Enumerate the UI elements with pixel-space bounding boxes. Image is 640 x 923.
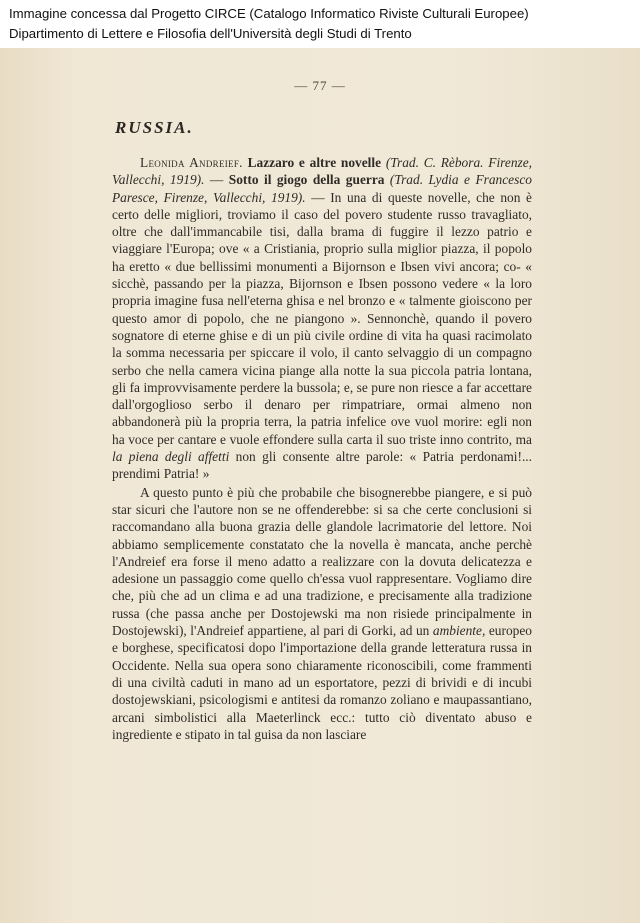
paragraph-1-italic: la piena degli affetti — [112, 449, 230, 465]
banner-line-1: Immagine concessa dal Progetto CIRCE (Catalogo Informatico Riviste Culturali Europee) — [9, 6, 529, 21]
book-title-2: Sotto il giogo della guerra — [228, 172, 385, 188]
separator: — — [204, 172, 229, 188]
page-number: — 77 — — [294, 78, 346, 93]
publication-info-1: (Trad. C. Rèbora. Firenze, Vallecchi, 1919). — [112, 155, 533, 188]
paragraph-2-italic: ambiente, — [432, 623, 486, 639]
article-body — [112, 154, 532, 743]
paragraph-1-text-b: non gli consente altre parole: « Patria perdonami!... prendimi Patria! » — [112, 449, 532, 482]
source-banner — [0, 0, 640, 48]
paragraph-2-text-a: A questo punto è più che probabile che bisognerebbe piangere, e si può star sicuri che l'autore non se ne offenderebbe: si sa che certe conclusioni si raccomandano alla buona grazia delle glandole lacrimatorie del lettore. Noi abbiamo semplicemente constatato che la novella è mancata, anche perchè l'Andreief era forse il meno adatto a realizzare con la dovuta delicatezza e adesione un passaggio come quello ch'essa vuol rappresentare. Vogliamo dire che, più che ad un clima e ad una tradizione, e precisamente alla tradizione russa (che passa anche per Dostojewski ma non risiede principalmente in Dostojewski), l'Andreief appartiene, al pari di Gorki, ad un — [112, 484, 532, 639]
section-heading: RUSSIA. — [115, 118, 194, 137]
paragraph-1 — [112, 154, 532, 483]
publication-info-2: (Trad. Lydia e Francesco Paresce, Firenze, Vallecchi, 1919). — [112, 172, 532, 205]
author-name: Leonida Andreief. — [140, 155, 243, 170]
paragraph-2-text-b: europeo e borghese, specificatosi dopo l'importazione della grande letteratura russa in Occidente. Nella sua opera sono chiaramente riconoscibili, come frammenti di una civiltà caduti in mano ad un esportatore, pezzi di brividi e di incubi dostojewskiani, psicologismi e antitesi da romanzo zoliano e maupassantiano, arcani simbolistici alla Maeterlinck ecc.: tutto ciò diventato abuso e ingrediente e stipato in tal guisa da non lasciare — [112, 623, 532, 742]
paragraph-2 — [112, 484, 532, 743]
scanned-page — [0, 48, 640, 923]
paragraph-1-text-a: — In una di queste novelle, che non è certo delle migliori, troviamo il caso del povero studente russo travagliato, oltre che dall'immancabile tisi, dalla brama di fuggire il lezzo patrio e viaggiare l'Europa; ove « a Cristiania, proprio sulla miglior piazza, il popolo ha eretto « due bellissimi monumenti a Bijornson e Ibsen vivi ancora; co- « sicchè, passando per la piazza, Bijornson e Ibsen possono vedere « la loro propria imagine fusa nell'eterna ghisa e nel bronzo e « talmente gioiscono per questo amor di popolo, che ne piangono ». Sennonchè, quando il povero sognatore di eterne ghise e di un più civile ordine di vita ha quasi racimolato la somma necessaria per spiccare il volo, il canto selvaggio di un compagno serbo che nella camera vicina piange alla notte la sua piccola patria lontana, gli fa improvvisamente perdere la bussola; e, se pure non riesce a far accettare dall'orgoglioso serbo il denaro per rimpatriare, ormai almeno non abbandonerà più la propria terra, la patria infelice ove vuol morire: egli non ha voce per cantare e vuole effondere sulla carta il suo triste inno contrito, ma — [112, 189, 532, 447]
book-title-1: Lazzaro e altre novelle — [247, 155, 382, 170]
banner-line-2: Dipartimento di Lettere e Filosofia dell'Università degli Studi di Trento — [9, 26, 412, 41]
